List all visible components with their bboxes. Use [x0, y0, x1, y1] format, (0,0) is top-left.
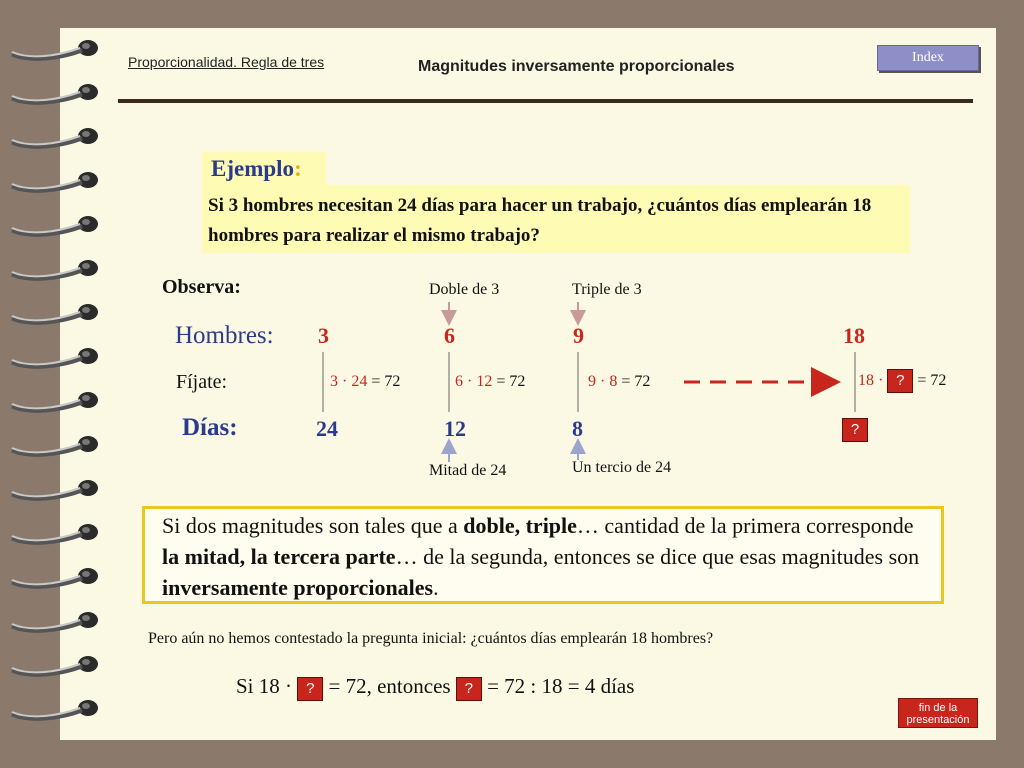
example-label: Ejemplo:: [211, 156, 302, 181]
note-doble: Doble de 3: [429, 281, 500, 298]
hombres-label: Hombres:: [175, 322, 274, 349]
breadcrumb-link[interactable]: Proporcionalidad. Regla de tres: [128, 54, 325, 70]
dias-label: Días:: [182, 414, 238, 441]
product-expression: 3 · 24 = 72: [330, 373, 401, 390]
page-title: Magnitudes inversamente proporcionales: [418, 58, 735, 75]
unknown-box: ?: [887, 369, 913, 393]
hombres-value: 3: [318, 323, 329, 348]
spiral-binding: [0, 0, 110, 768]
hombres-value: 6: [444, 323, 455, 348]
note-triple: Triple de 3: [572, 281, 642, 298]
final-equation: Si 18 · ? = 72, entonces ? = 72 : 18 = 4 días: [236, 674, 634, 701]
hombres-value: 9: [573, 323, 584, 348]
dias-value: 12: [444, 416, 466, 441]
conclusion-text: Pero aún no hemos contestado la pregunta inicial: ¿cuántos días emplearán 18 hombres?: [148, 630, 714, 647]
dias-value: [842, 418, 868, 442]
note-mitad: Mitad de 24: [429, 462, 507, 479]
dias-value: 24: [316, 416, 338, 441]
note-tercio: Un tercio de 24: [572, 459, 672, 476]
definition-text: Si dos magnitudes son tales que a doble, triple… cantidad de la primera corresponde la mitad, la tercera parte… de la segunda, entonces se dice que esas magnitudes son inversamente proporcionales.: [162, 513, 920, 600]
fijate-label: Fíjate:: [176, 371, 228, 393]
header-divider: [118, 99, 973, 103]
dias-value: 8: [572, 416, 583, 441]
unknown-box: ?: [297, 677, 323, 701]
example-question: Si 3 hombres necesitan 24 días para hacer un trabajo, ¿cuántos días emplearán 18 hombres para realizar el mismo trabajo?: [208, 195, 872, 246]
product-expression: 18 · ? = 72: [858, 369, 946, 393]
hombres-value: 18: [843, 323, 865, 348]
observa-label: Observa:: [162, 276, 241, 298]
unknown-box: ?: [456, 677, 482, 701]
product-expression: 6 · 12 = 72: [455, 373, 526, 390]
end-presentation-button[interactable]: fin de la presentación: [898, 698, 978, 728]
product-expression: 9 · 8 = 72: [588, 373, 651, 390]
unknown-box: ?: [842, 418, 868, 442]
index-button[interactable]: Index: [877, 45, 979, 71]
